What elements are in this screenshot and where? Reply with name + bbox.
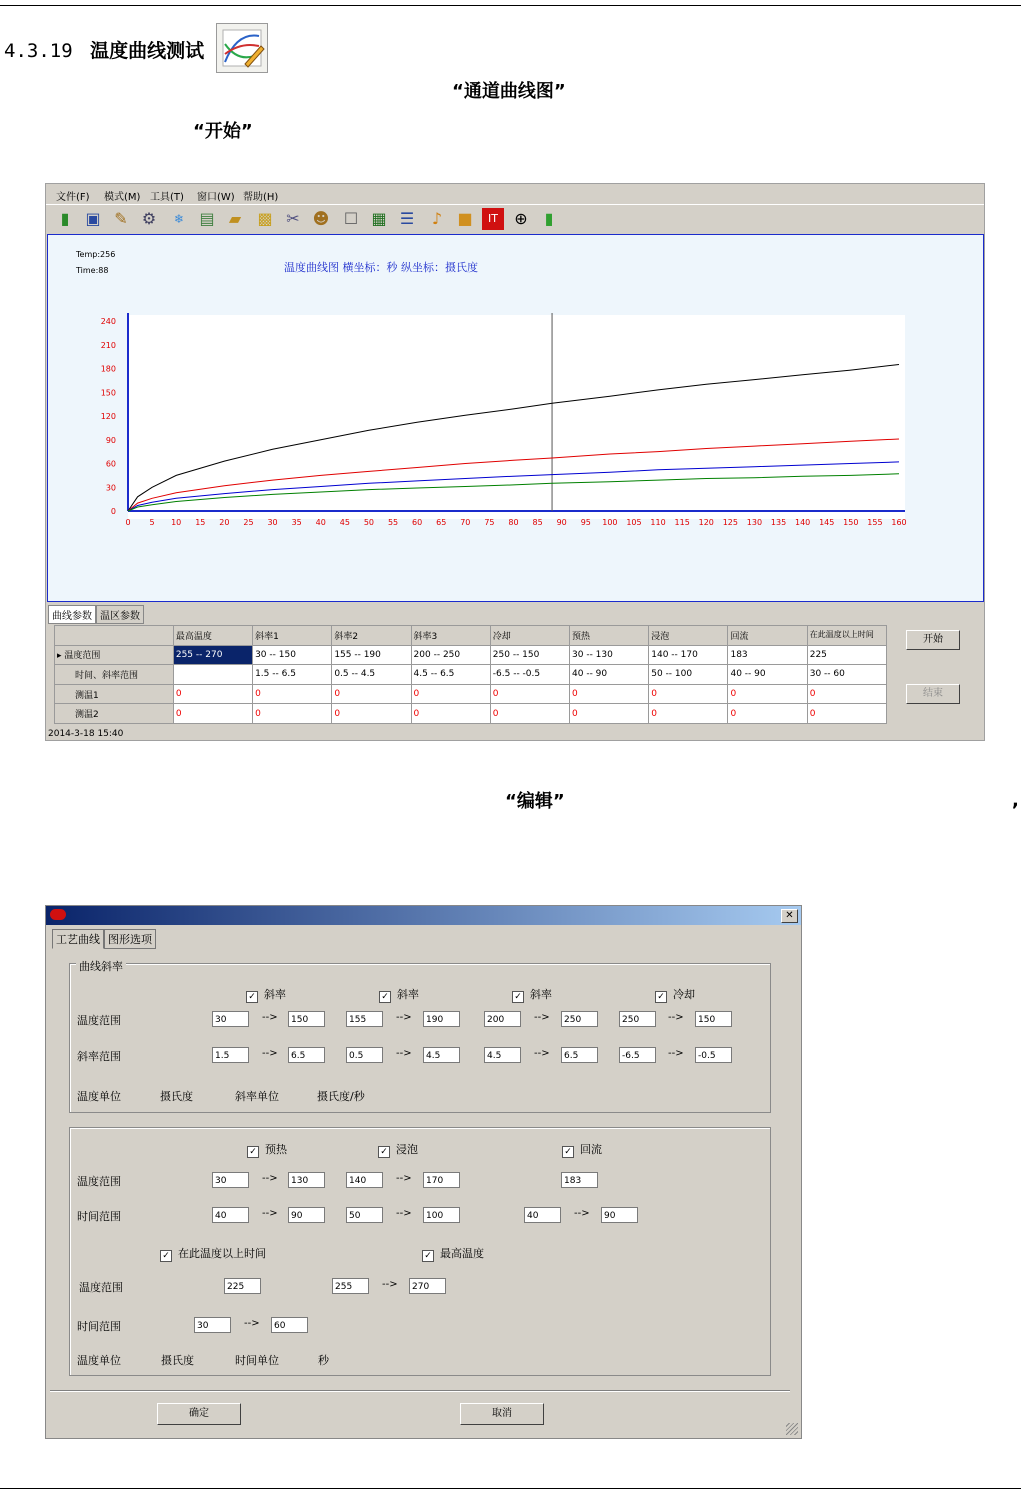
app-logo-icon [50,909,66,920]
x-tick-label: 155 [867,518,883,527]
above-time-from[interactable]: 30 [194,1317,231,1333]
check-slope1[interactable] [246,986,286,1003]
table-cell[interactable]: 0 [253,704,332,724]
menu-tools[interactable]: 工具(T) [150,192,184,203]
x-tick-label: 50 [363,518,375,527]
edit-dialog-screenshot [45,905,802,1439]
check-label: 斜率 [530,988,552,1001]
curve-pencil-icon [216,23,268,73]
check-label: 回流 [580,1143,602,1156]
temperature-chart [48,235,983,601]
edit-doc-icon[interactable]: ✎ [114,209,128,228]
table-cell[interactable]: 0 [728,684,807,704]
time-unit-label: 时间单位 [235,1354,279,1367]
cooling-temp-from[interactable]: 250 [619,1011,656,1027]
slope3-rate-from[interactable]: 4.5 [484,1047,521,1063]
snowflake-icon[interactable]: ❄ [173,212,185,226]
param-tabs [48,605,144,624]
table-header: 在此温度以上时间 [807,626,886,646]
table-cell[interactable]: 0 [807,684,886,704]
slope2-rate-from[interactable]: 0.5 [346,1047,383,1063]
table-header-row [55,626,887,646]
resize-grip-icon[interactable] [786,1423,798,1435]
close-icon[interactable]: ✕ [781,909,798,923]
y-tick-label: 0 [110,507,116,516]
row-label: ▸ 温度范围 [55,645,174,665]
menu-help[interactable]: 帮助(H) [243,192,279,203]
check-slope3[interactable] [512,986,552,1003]
temp-readout: Temp:256 [76,250,116,259]
table-cell[interactable]: 0 [253,684,332,704]
table-header: 冷却 [490,626,569,646]
end-button[interactable]: 结束 [906,684,960,704]
check-preheat[interactable] [247,1141,287,1158]
dialog-tabs [52,929,156,949]
top-rule [0,5,1021,6]
row-label: 测温1 [55,684,174,704]
table-cell[interactable]: 200 -- 250 [411,645,490,665]
x-tick-label: 120 [698,518,714,527]
users-icon[interactable]: ☻ [312,209,330,228]
x-tick-label: 40 [315,518,326,527]
network-icon[interactable]: ⊕ [514,209,528,228]
menu-mode[interactable]: 模式(M) [104,192,141,203]
cooling-temp-to[interactable]: 150 [695,1011,732,1027]
list-icon[interactable]: ☰ [399,209,415,228]
table-header: 浸泡 [649,626,728,646]
x-tick-label: 65 [436,518,447,527]
brand-logo-icon[interactable]: IT [482,208,504,230]
checkbox-checked-icon[interactable]: ✓ [562,1146,574,1158]
ok-button[interactable]: 确定 [157,1403,241,1425]
cooling-rate-from[interactable]: -6.5 [619,1047,656,1063]
slope-unit-value: 摄氏度/秒 [317,1090,365,1103]
toolbar [46,204,984,235]
monitor-icon[interactable]: ▦ [371,209,387,228]
checkbox-checked-icon[interactable]: ✓ [655,991,667,1003]
table-cell[interactable]: 1.5 -- 6.5 [253,665,332,685]
temp-unit-label: 温度单位 [77,1090,121,1103]
peak-temp-to[interactable]: 270 [409,1278,446,1294]
x-tick-label: 130 [746,518,763,527]
slope2-temp-to[interactable]: 190 [423,1011,460,1027]
slope1-temp-from[interactable]: 30 [212,1011,249,1027]
table-cell[interactable]: 183 [728,645,807,665]
x-tick-label: 160 [891,518,907,527]
table-header: 预热 [570,626,649,646]
temp-unit-label: 温度单位 [77,1354,121,1367]
quote-start: “开始” [193,121,253,142]
table-cell[interactable]: 0 [173,704,252,724]
x-tick-label: 70 [460,518,471,527]
slope-group-title: 曲线斜率 [76,958,126,974]
x-tick-label: 135 [770,518,787,527]
time-range-label: 时间范围 [77,1210,121,1223]
arrow-text: --> [574,1208,590,1219]
temp-unit-value: 摄氏度 [161,1354,194,1367]
x-tick-label: 150 [843,518,859,527]
dialog-title-bar [46,906,801,925]
status-bar-time: 2014-3-18 15:40 [48,729,124,739]
x-tick-label: 15 [195,518,206,527]
menu-bar [46,184,984,204]
x-tick-label: 110 [650,518,666,527]
table-cell[interactable]: 0 [411,684,490,704]
divider [50,1390,790,1392]
tab-process-curve[interactable]: 工艺曲线 [52,929,104,949]
x-tick-label: 25 [243,518,254,527]
x-tick-label: 35 [291,518,302,527]
check-label: 浸泡 [396,1143,418,1156]
tab-graph-options[interactable]: 图形选项 [104,929,156,949]
y-tick-label: 210 [100,340,116,350]
slope1-rate-to[interactable]: 6.5 [288,1047,325,1063]
table-cell[interactable]: 250 -- 150 [490,645,569,665]
checkbox-checked-icon[interactable]: ✓ [378,1146,390,1158]
check-reflow[interactable] [562,1141,602,1158]
bottom-rule [0,1488,1021,1489]
table-cell[interactable]: 0 [728,704,807,724]
table-cell[interactable]: 30 -- 130 [570,645,649,665]
x-tick-label: 115 [674,518,690,527]
time-unit-value: 秒 [318,1354,329,1367]
arrow-text: --> [396,1173,412,1184]
arrow-door-icon[interactable]: ▮ [60,209,70,228]
x-tick-label: 140 [794,518,811,527]
section-number: 4.3.19 [4,40,73,62]
table-header: 最高温度 [173,626,252,646]
chart-title: 温度曲线图 横坐标：秒 纵坐标：摄氏度 [284,261,478,274]
soak-temp-from[interactable]: 140 [346,1172,383,1188]
arrow-text: --> [396,1048,412,1059]
box-icon[interactable]: ■ [457,209,473,228]
arrow-text: --> [396,1012,412,1023]
slope2-rate-to[interactable]: 4.5 [423,1047,460,1063]
arrow-text: --> [396,1208,412,1219]
cooling-rate-to[interactable]: -0.5 [695,1047,732,1063]
x-tick-label: 55 [387,518,399,527]
table-cell[interactable] [173,665,252,685]
tools-icon[interactable]: ⚙ [141,209,157,228]
bell-icon[interactable]: ♪ [431,209,443,228]
battery-icon[interactable]: ▮ [544,209,554,228]
x-tick-label: 90 [556,518,567,527]
menu-file[interactable]: 文件(F) [56,192,90,203]
checkbox-checked-icon[interactable]: ✓ [160,1250,172,1262]
row-label: 时间、斜率范围 [55,665,174,685]
peak-temp-from[interactable]: 255 [332,1278,369,1294]
cancel-button[interactable]: 取消 [460,1403,544,1425]
slope1-temp-to[interactable]: 150 [288,1011,325,1027]
section-title: 温度曲线测试 [90,40,205,62]
table-cell[interactable]: 0 [570,704,649,724]
printer-icon[interactable]: ▤ [199,209,215,228]
table-header: 斜率3 [411,626,490,646]
x-tick-label: 95 [580,518,591,527]
preheat-time-to[interactable]: 90 [288,1207,325,1223]
checkbox-checked-icon[interactable]: ✓ [422,1250,434,1262]
preheat-time-from[interactable]: 40 [212,1207,249,1223]
check-slope2[interactable] [379,986,419,1003]
temp-unit-value: 摄氏度 [160,1090,193,1103]
checkbox-checked-icon[interactable]: ✓ [246,991,258,1003]
table-row[interactable] [55,704,887,724]
slope3-temp-to[interactable]: 250 [561,1011,598,1027]
chart-pane [47,234,984,602]
wrench-icon[interactable]: ✂ [286,209,300,228]
soak-time-from[interactable]: 50 [346,1207,383,1223]
reflow-temp[interactable]: 183 [561,1172,598,1188]
lock-icon[interactable]: ▩ [257,209,273,228]
checkbox-checked-icon[interactable]: ✓ [379,991,391,1003]
table-cell[interactable]: 30 -- 60 [807,665,886,685]
menu-window[interactable]: 窗口(W) [197,192,235,203]
soak-temp-to[interactable]: 170 [423,1172,460,1188]
table-cell[interactable]: 0 [332,684,411,704]
section-heading [4,36,204,63]
slope3-rate-to[interactable]: 6.5 [561,1047,598,1063]
above-temp-value[interactable]: 225 [224,1278,261,1294]
pencil-box-icon[interactable]: ☐ [343,209,359,228]
save-icon[interactable]: ▣ [85,209,101,228]
soak-time-to[interactable]: 100 [423,1207,460,1223]
x-tick-label: 20 [219,518,230,527]
quote-channel-chart: “通道曲线图” [452,81,566,102]
x-tick-label: 85 [532,518,543,527]
table-cell[interactable]: 40 -- 90 [570,665,649,685]
x-tick-label: 5 [149,518,155,527]
table-cell[interactable]: 0 [807,704,886,724]
table-cell[interactable]: 140 -- 170 [649,645,728,665]
x-tick-label: 45 [339,518,350,527]
app-window-screenshot [45,183,985,741]
table-cell[interactable]: 50 -- 100 [649,665,728,685]
slope-range-label: 斜率范围 [77,1050,121,1063]
reflow-time-from[interactable]: 40 [524,1207,561,1223]
table-header: 回流 [728,626,807,646]
above-time-to[interactable]: 60 [271,1317,308,1333]
y-tick-label: 30 [105,483,116,493]
check-time-above-temp[interactable] [160,1245,266,1262]
table-cell[interactable]: -6.5 -- -0.5 [490,665,569,685]
y-tick-label: 240 [100,317,116,326]
row-label: 测温2 [55,704,174,724]
quote-comma: , [1012,790,1019,811]
table-cell[interactable]: 225 [807,645,886,665]
x-tick-label: 60 [412,518,423,527]
table-cell[interactable]: 40 -- 90 [728,665,807,685]
x-tick-label: 75 [484,518,495,527]
arrow-text: --> [262,1173,278,1184]
x-tick-label: 125 [722,518,738,527]
x-tick-label: 145 [819,518,835,527]
check-cooling[interactable] [655,986,695,1003]
table-cell[interactable]: 4.5 -- 6.5 [411,665,490,685]
table-cell[interactable]: 0 [332,704,411,724]
x-tick-label: 105 [626,518,642,527]
table-cell[interactable]: 0 [570,684,649,704]
table-cell[interactable]: 0 [490,704,569,724]
check-label: 预热 [265,1143,287,1156]
quote-edit: “编辑” [505,791,565,812]
plot-area [128,315,905,519]
row-label-text: 温度范围 [64,651,101,662]
preheat-temp-from[interactable]: 30 [212,1172,249,1188]
table-row[interactable] [55,645,887,665]
table-cell[interactable]: 0 [173,684,252,704]
slope1-rate-from[interactable]: 1.5 [212,1047,249,1063]
temp-range-label: 温度范围 [77,1175,121,1188]
table-cell[interactable]: 0 [411,704,490,724]
table-cell[interactable]: 0.5 -- 4.5 [332,665,411,685]
x-tick-label: 30 [267,518,278,527]
arrow-text: --> [668,1012,684,1023]
check-label: 斜率 [264,988,286,1001]
check-label: 斜率 [397,988,419,1001]
arrow-text: --> [382,1279,398,1290]
arrow-text: --> [534,1012,550,1023]
tab-zone-params[interactable]: 温区参数 [96,605,144,624]
y-tick-label: 90 [105,435,116,445]
tab-curve-params[interactable]: 曲线参数 [48,605,96,624]
checkbox-checked-icon[interactable]: ✓ [512,991,524,1003]
check-soak[interactable] [378,1141,418,1158]
start-button[interactable]: 开始 [906,630,960,650]
x-tick-label: 100 [602,518,618,527]
checkbox-checked-icon[interactable]: ✓ [247,1146,259,1158]
table-cell[interactable]: 255 -- 270 [173,645,252,665]
param-table [54,625,887,724]
x-tick-label: 80 [508,518,519,527]
x-tick-label: 0 [125,518,131,527]
folder-open-icon[interactable]: ▰ [228,209,242,228]
check-peak-temp[interactable] [422,1245,484,1262]
arrow-text: --> [262,1048,278,1059]
y-tick-label: 60 [105,459,116,469]
preheat-temp-to[interactable]: 130 [288,1172,325,1188]
temp-range-label: 温度范围 [77,1014,121,1027]
table-header: 斜率2 [332,626,411,646]
table-header: 斜率1 [253,626,332,646]
arrow-text: --> [262,1208,278,1219]
y-tick-label: 120 [100,412,116,421]
reflow-time-to[interactable]: 90 [601,1207,638,1223]
slope3-temp-from[interactable]: 200 [484,1011,521,1027]
time-range-label: 时间范围 [77,1320,121,1333]
table-cell[interactable]: 0 [649,684,728,704]
y-tick-label: 180 [100,364,116,374]
slope-unit-label: 斜率单位 [235,1090,279,1103]
check-label: 冷却 [673,988,695,1001]
table-cell[interactable]: 30 -- 150 [253,645,332,665]
table-cell[interactable]: 0 [490,684,569,704]
check-label: 在此温度以上时间 [178,1247,266,1260]
arrow-text: --> [262,1012,278,1023]
table-cell[interactable]: 0 [649,704,728,724]
temp-range-label: 温度范围 [79,1281,123,1294]
table-row[interactable] [55,665,887,685]
table-row[interactable] [55,684,887,704]
arrow-text: --> [244,1318,260,1329]
arrow-text: --> [534,1048,550,1059]
y-tick-label: 150 [100,388,116,398]
time-readout: Time:88 [76,266,109,275]
arrow-text: --> [668,1048,684,1059]
table-header [55,626,174,646]
check-label: 最高温度 [440,1247,484,1260]
slope2-temp-from[interactable]: 155 [346,1011,383,1027]
x-tick-label: 10 [171,518,182,527]
table-cell[interactable]: 155 -- 190 [332,645,411,665]
